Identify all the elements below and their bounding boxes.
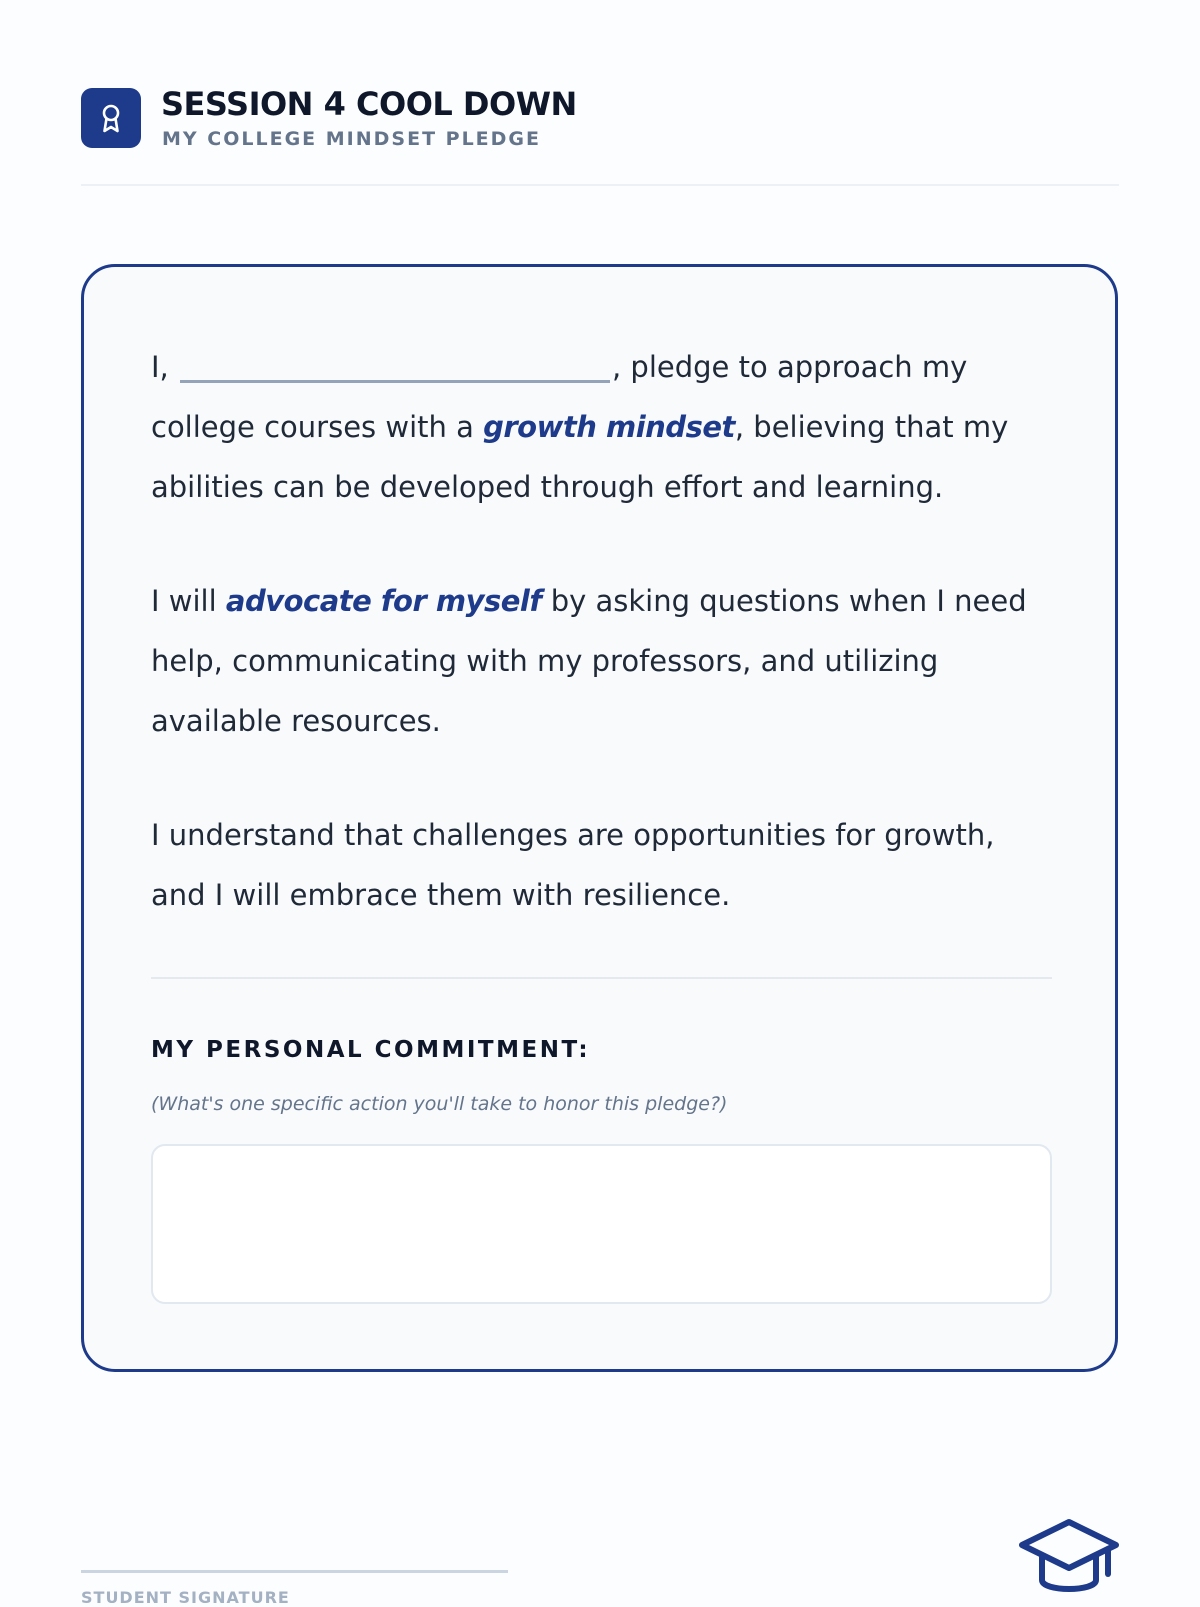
commitment-input[interactable] <box>151 1144 1052 1304</box>
pledge-text-part: I will <box>151 584 226 618</box>
pledge-text <box>151 337 1051 925</box>
pledge-paragraph-3: I understand that challenges are opportunities for growth, and I will embrace them with resilience. <box>151 818 995 912</box>
growth-mindset-emphasis: growth mindset <box>483 410 735 444</box>
pledge-text-part: , pledge to approach my college courses with a <box>151 350 968 444</box>
pledge-paragraph-2 <box>151 571 1051 751</box>
section-divider <box>151 977 1052 979</box>
page-title: SESSION 4 COOL DOWN <box>161 85 577 123</box>
graduation-cap-icon <box>1016 1518 1122 1600</box>
signature-line[interactable] <box>81 1570 508 1573</box>
page-header <box>81 85 1119 186</box>
name-blank-line[interactable] <box>180 344 610 383</box>
advocate-emphasis: advocate for myself <box>225 584 542 618</box>
pledge-card <box>81 264 1118 1372</box>
page-subtitle: MY COLLEGE MINDSET PLEDGE <box>162 128 542 150</box>
commitment-hint: (What's one specific action you'll take to honor this pledge?) <box>151 1093 728 1115</box>
pledge-text-part: , believing that my abilities can be developed through effort and learning. <box>151 410 1009 504</box>
pledge-paragraph-1 <box>151 337 1051 517</box>
award-ribbon-icon <box>81 88 141 148</box>
commitment-label: MY PERSONAL COMMITMENT: <box>151 1037 591 1063</box>
pledge-text-part: by asking questions when I need help, communicating with my professors, and utilizing available resources. <box>151 584 1027 738</box>
signature-label: STUDENT SIGNATURE <box>81 1588 290 1607</box>
pledge-intro: I, <box>151 350 169 384</box>
